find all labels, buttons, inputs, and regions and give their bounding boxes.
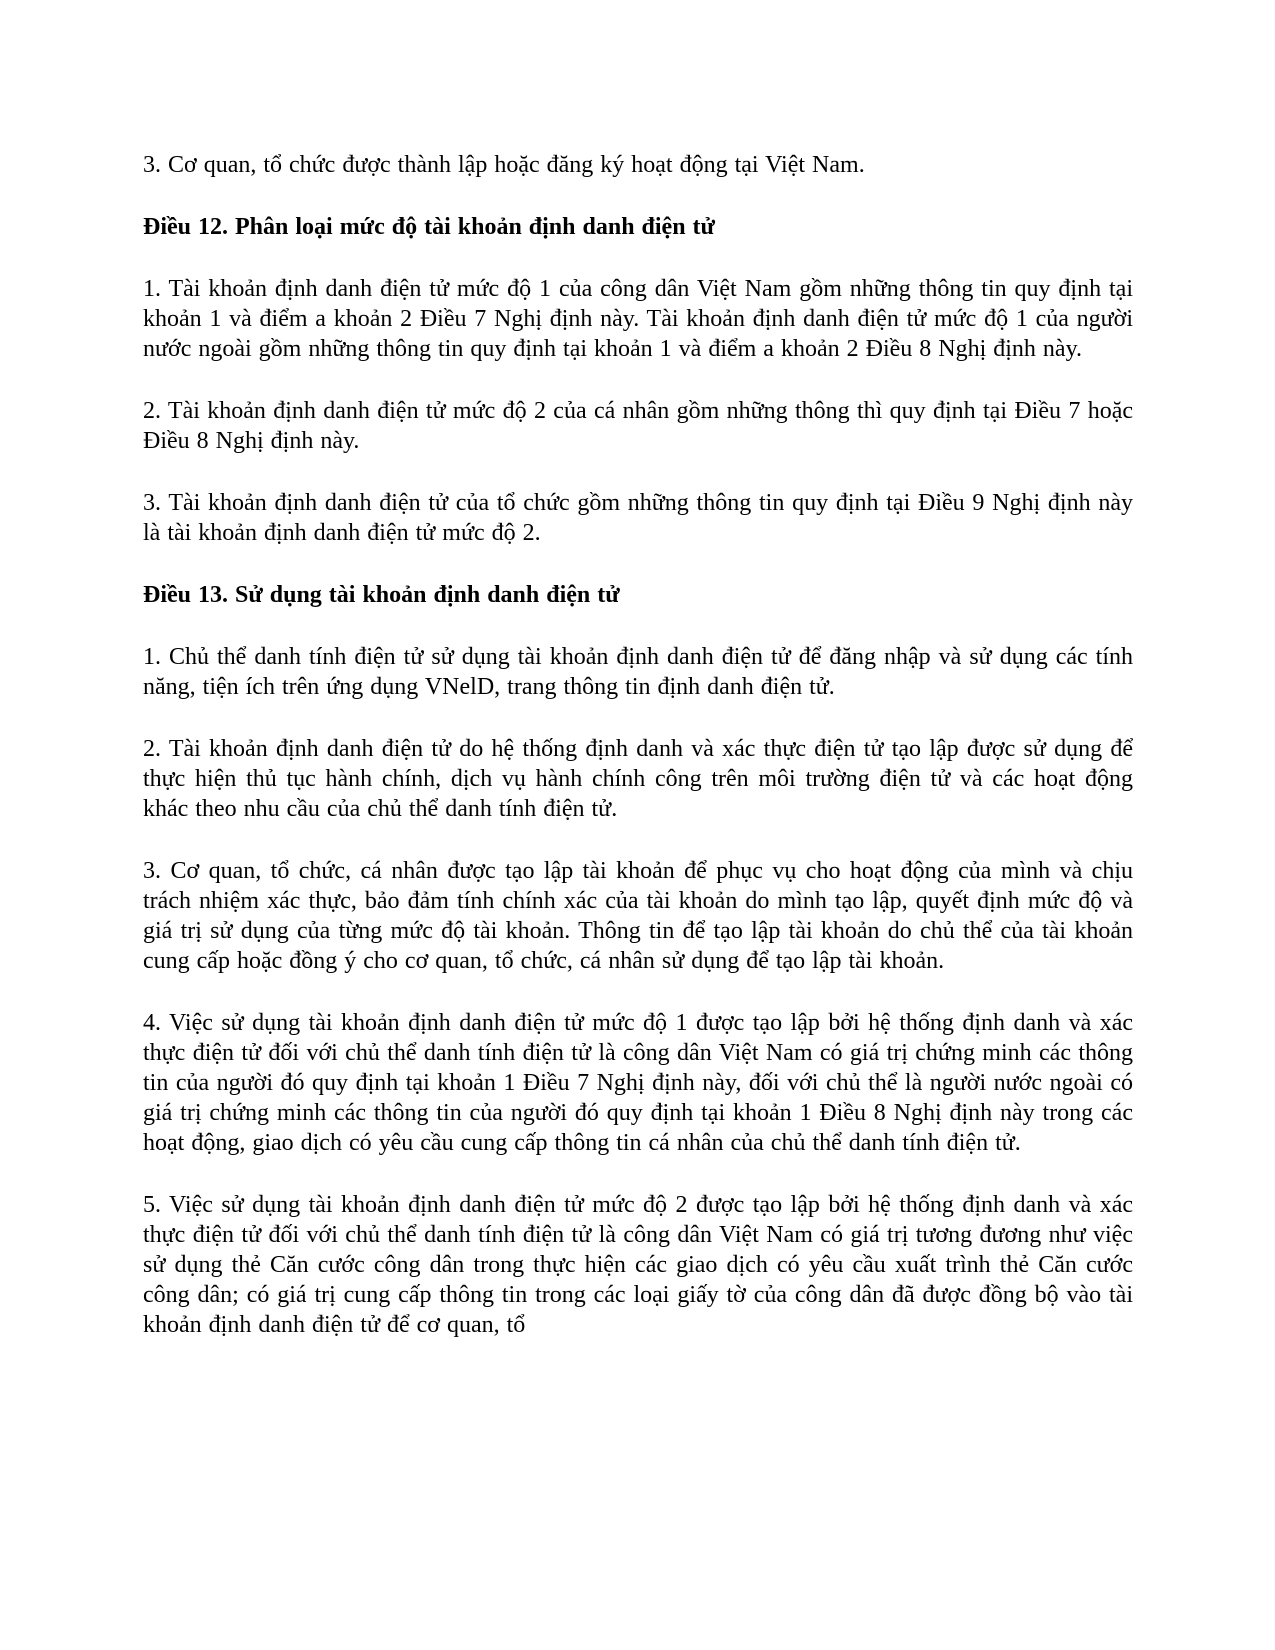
heading-dieu-13: Điều 13. Sử dụng tài khoản định danh điện tử <box>143 582 620 608</box>
clause-3-dieu-11: 3. Cơ quan, tổ chức được thành lập hoặc đăng ký hoạt động tại Việt Nam. <box>143 152 865 178</box>
dieu-13-khoan-3: 3. Cơ quan, tổ chức, cá nhân được tạo lập tài khoản để phục vụ cho hoạt động của mình và chịu trách nhiệm xác thực, bảo đảm tính chính xác của tài khoản do mình tạo lập, quyết định mức độ và giá trị sử dụng của từng mức độ tài khoản. Thông tin để tạo lập tài khoản do chủ thể của tài khoản cung cấp hoặc đồng ý cho cơ quan, tổ chức, cá nhân sử dụng để tạo lập tài khoản. <box>143 858 1133 974</box>
dieu-13-khoan-1: 1. Chủ thể danh tính điện tử sử dụng tài khoản định danh điện tử để đăng nhập và sử dụng các tính năng, tiện ích trên ứng dụng VNelD, trang thông tin định danh điện tử. <box>143 644 1133 700</box>
dieu-13-khoan-5: 5. Việc sử dụng tài khoản định danh điện tử mức độ 2 được tạo lập bởi hệ thống định danh và xác thực điện tử đối với chủ thể danh tính điện tử là công dân Việt Nam có giá trị tương đương như việc sử dụng thẻ Căn cước công dân trong thực hiện các giao dịch có yêu cầu xuất trình thẻ Căn cước công dân; có giá trị cung cấp thông tin trong các loại giấy tờ của công dân đã được đồng bộ vào tài khoản định danh điện tử để cơ quan, tổ <box>143 1192 1133 1338</box>
dieu-13-khoan-2: 2. Tài khoản định danh điện tử do hệ thống định danh và xác thực điện tử tạo lập được sử dụng để thực hiện thủ tục hành chính, dịch vụ hành chính công trên môi trường điện tử và các hoạt động khác theo nhu cầu của chủ thể danh tính điện tử. <box>143 736 1133 822</box>
dieu-12-khoan-2: 2. Tài khoản định danh điện tử mức độ 2 của cá nhân gồm những thông thì quy định tại Điều 7 hoặc Điều 8 Nghị định này. <box>143 398 1133 454</box>
heading-dieu-12: Điều 12. Phân loại mức độ tài khoản định danh điện tử <box>143 214 715 240</box>
dieu-12-khoan-3: 3. Tài khoản định danh điện tử của tổ chức gồm những thông tin quy định tại Điều 9 Nghị định này là tài khoản định danh điện tử mức độ 2. <box>143 490 1133 546</box>
dieu-13-khoan-4: 4. Việc sử dụng tài khoản định danh điện tử mức độ 1 được tạo lập bởi hệ thống định danh và xác thực điện tử đối với chủ thể danh tính điện tử là công dân Việt Nam có giá trị chứng minh các thông tin của người đó quy định tại khoản 1 Điều 7 Nghị định này, đối với chủ thể là người nước ngoài có giá trị chứng minh các thông tin của người đó quy định tại khoản 1 Điều 8 Nghị định này trong các hoạt động, giao dịch có yêu cầu cung cấp thông tin cá nhân của chủ thể danh tính điện tử. <box>143 1010 1133 1156</box>
dieu-12-khoan-1: 1. Tài khoản định danh điện tử mức độ 1 của công dân Việt Nam gồm những thông tin quy định tại khoản 1 và điểm a khoản 2 Điều 7 Nghị định này. Tài khoản định danh điện tử mức độ 1 của người nước ngoài gồm những thông tin quy định tại khoản 1 và điểm a khoản 2 Điều 8 Nghị định này. <box>143 276 1133 362</box>
